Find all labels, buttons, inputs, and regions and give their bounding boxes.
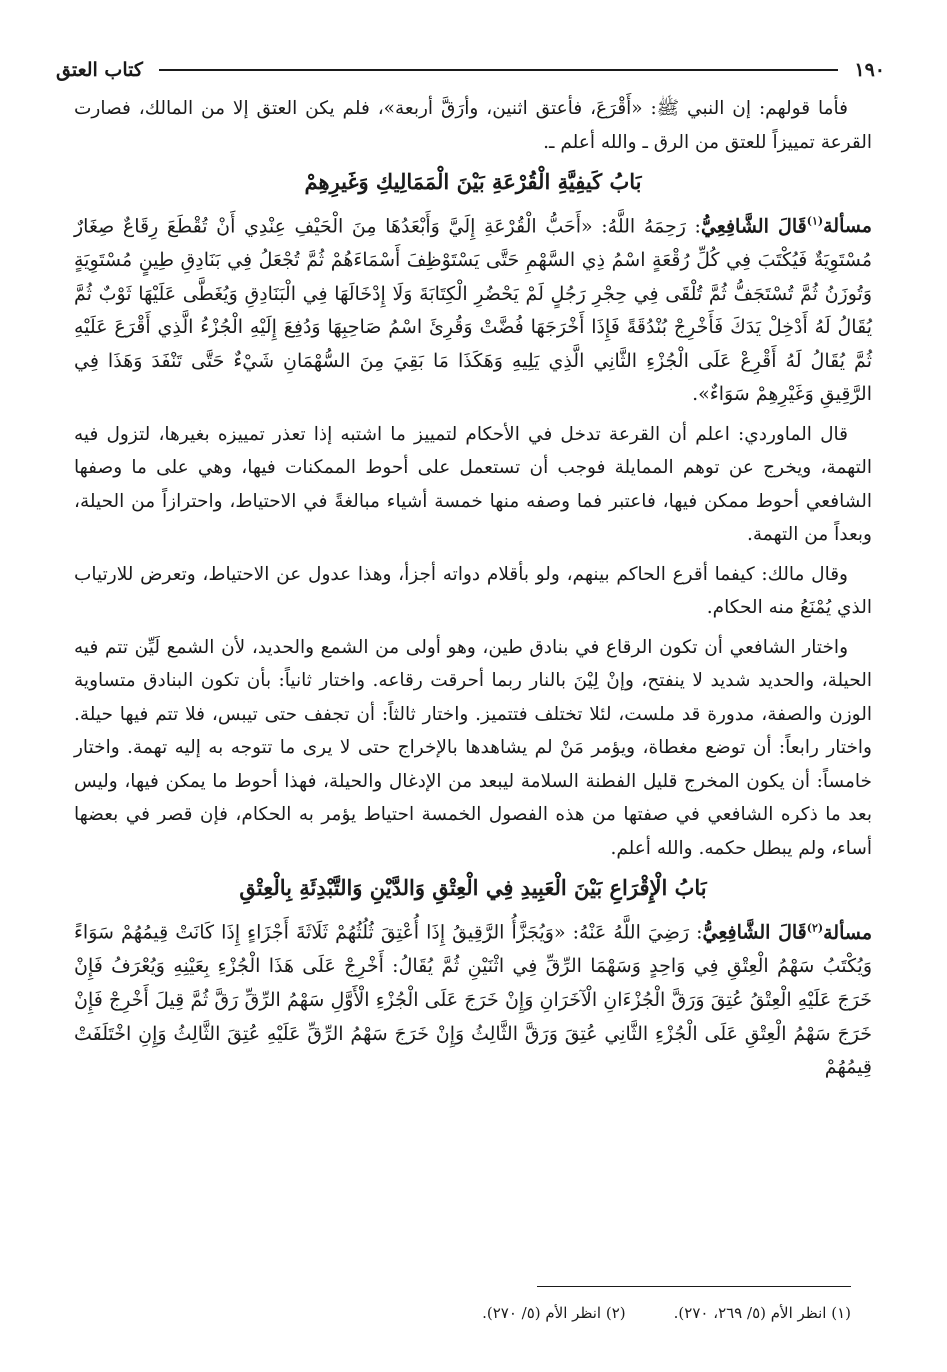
header-rule [159, 69, 838, 71]
imam-name: قَالَ الشَّافِعِيُّ [700, 215, 807, 238]
issue-label [807, 922, 872, 944]
issue-label [807, 215, 872, 237]
footnote-1: (١) انظر الأم (٥/ ٢٦٩، ٢٧٠). [673, 1304, 851, 1322]
issue-1 [74, 205, 872, 412]
imam-name: قَالَ الشَّافِعِيُّ [702, 921, 807, 944]
page-header [56, 50, 885, 90]
footnote-separator [537, 1286, 851, 1287]
page-number: ١٩٠ [854, 59, 885, 81]
footnote-2: (٢) انظر الأم (٥/ ٢٧٠). [482, 1304, 626, 1322]
chapter-title-lottery-method: بَابُ كَيفِيَّةِ الْقُرْعَةِ بَيْنَ الْمَمَالِيكِ وَغَيرِهِمْ [304, 169, 642, 194]
paragraph-mawardi: قال الماوردي: اعلم أن القرعة تدخل في الأحكام لتمييز ما اشتبه إذا تعذر تمييزه بغيرها، لتزول فيه التهمة، ويخرج عن توهم الممايلة فوجب أن تستعمل على أحوط الممكنات فيها، وهي على ما وصفها الشافعي أحوط ممكن فيها، فاعتبر فما وصفه منها خمسة أشياء مبالغةً في الاحتياط، واحترازاً من الحيلة، وبعداً من التهمة. [74, 423, 872, 546]
paragraph-shafii-choices: واختار الشافعي أن تكون الرقاع في بنادق طين، وهو أولى من الشمع والحديد، لأن الشمع لَيِّن تتم فيه الحيلة، والحديد شديد لا ينفتح، وإنْ لِيْنَ بالنار ربما أحرقت رقاعه. واختار ثانياً: بأن تكون البنادق متساوية الوزن والصفة، مدورة قد ملست، لئلا تختلف فتتميز. واختار ثالثاً: أن تجفف حتى تيبس، فلا تتم فيها حيلة. واختار رابعاً: أن توضع مغطاة، ويؤمر مَنْ لم يشاهدها بالإخراج حتى لا يرى ما تتوجه به إليه تهمة. واختار خامساً: أن يكون المخرج قليل الفطنة السلامة ليبعد من الإدغال والحيلة، فهذا أحوط ما يمكن فيها، وليس بعد ما ذكره الشافعي في صفتها من هذه الفصول الخمسة احتياط يؤمر به الحكام، فإن قصر في بعضها أساء، ولم يبطل حكمه. والله أعلم. [74, 636, 872, 859]
main-text [74, 92, 872, 1091]
footnote-ref-1: (١) [806, 215, 824, 228]
book-title: كتاب العتق [56, 59, 143, 81]
chapter-title-lottery-slaves: بَابُ الْإِقْرَاعِ بَيْنَ الْعَبِيدِ فِي الْعِتْقِ وَالدَّيْنِ وَالتَّبْدِئَةِ بِالْعِتْقِ [239, 875, 707, 901]
paragraph-malik: وقال مالك: كيفما أقرع الحاكم بينهم، ولو بأقلام دواته أجزأ، وهذا عدول عن الاحتياط، وتعرض للارتياب الذي يُمْنَعُ منه الحكام. [74, 563, 872, 619]
issue-text: : رَضِيَ اللَّهُ عَنْهُ: «وَيُجَزَّأُ الرَّقِيقُ إِذَا أُعْتِقَ ثُلُثُهُمْ ثَلَاثَةَ أَجْزَاءٍ إِذَا كَانَتْ قِيمُهُمْ سَوَاءً وَيُكْتَبُ سَهْمُ الْعِتْقِ فِي وَاحِدٍ وَسَهْمَا الرِّقِّ فِي اثْنَيْنِ ثُمَّ يُقَالُ: أَخْرِجْ عَلَى هَذَا الْجُزْءِ بِعَيْنِهِ وَيُعْرَفُ فَإِنْ خَرَجَ عَلَيْهِ الْعِتْقُ عُتِقَ وَرَقَّ الْجُزْءَانِ الْآخَرَانِ وَإِنْ خَرَجَ عَلَى الْجُزْءِ الْأَوَّلِ سَهْمُ الرِّقِّ رَقَّ ثُمَّ قِيلَ أَخْرِجْ فَإِنْ خَرَجَ سَهْمُ الْعِتْقِ عَلَى الْجُزْءِ الثَّانِي عُتِقَ وَرَقَّ الثَّالِثُ وَإِنْ خَرَجَ سَهْمُ الرِّقِّ عَلَيْهِ عُتِقَ الثَّالِثُ وَإِنِ اخْتَلَفَتْ قِيمُهُمْ [74, 921, 872, 1079]
footnotes [100, 1296, 851, 1330]
issue-label-text: مسألة [823, 215, 872, 238]
footnote-ref-2: (٢) [806, 921, 824, 935]
paragraph-intro: فأما قولهم: إن النبي ﷺ: «أَقْرَعَ، فأعتق اثنين، وأرَقَّ أربعة»، فلم يكن العتق إلا من المالك، فصارت القرعة تمييزاً للعتق من الرق ـ والله أعلم ـ. [74, 98, 872, 153]
issue-2 [74, 911, 872, 1084]
issue-text: : رَحِمَهُ اللَّهُ: «أَحَبُّ الْقُرْعَةِ إِلَيَّ وَأَبْعَدُهَا مِنَ الْحَيْفِ عِنْدِي أَنْ تُقْطَعَ رِقَاعٌ صِغَارٌ مُسْتَوِيَةٌ فَيُكْتَبَ فِي كُلِّ رُقْعَةٍ اسْمُ ذِي السَّهْمِ حَتَّى يَسْتَوْظِفَ أَسْمَاءَهُمْ ثُمَّ تُجْعَلُ فِي بَنَادِقِ طِينٍ مُسْتَوِيَةٍ وَتُوزَنُ ثُمَّ تُسْتَجَفُّ ثُمَّ تُلْقَى فِي حِجْرِ رَجُلٍ لَمْ يَحْضُرِ الْكِتَابَةَ وَلَا إِدْخَالَهَا فِي الْبَنَادِقِ وَيُغَطَّى عَلَيْهَا ثَوْبٌ ثُمَّ يُقَالُ لَهُ أَدْخِلْ يَدَكَ فَأَخْرِجْ بُنْدُقَةً فَإِذَا أَخْرَجَهَا فُضَّتْ وَقُرِئَ اسْمُ صَاحِبِهَا وَدُفِعَ إِلَيْهِ الْجُزْءُ الَّذِي أَقْرَعَ عَلَيْهِ ثُمَّ يُقَالُ لَهُ أَقْرِعْ عَلَى الْجُزْءِ الثَّانِي الَّذِي يَلِيهِ وَهَكَذَا مَا بَقِيَ مِنَ السُّهْمَانِ شَيْءٌ حَتَّى تَنْفَدَ وَهَذَا فِي الرَّقِيقِ وَغَيْرِهِمْ سَوَاءٌ». [74, 215, 872, 406]
issue-label-text: مسألة [823, 921, 873, 944]
